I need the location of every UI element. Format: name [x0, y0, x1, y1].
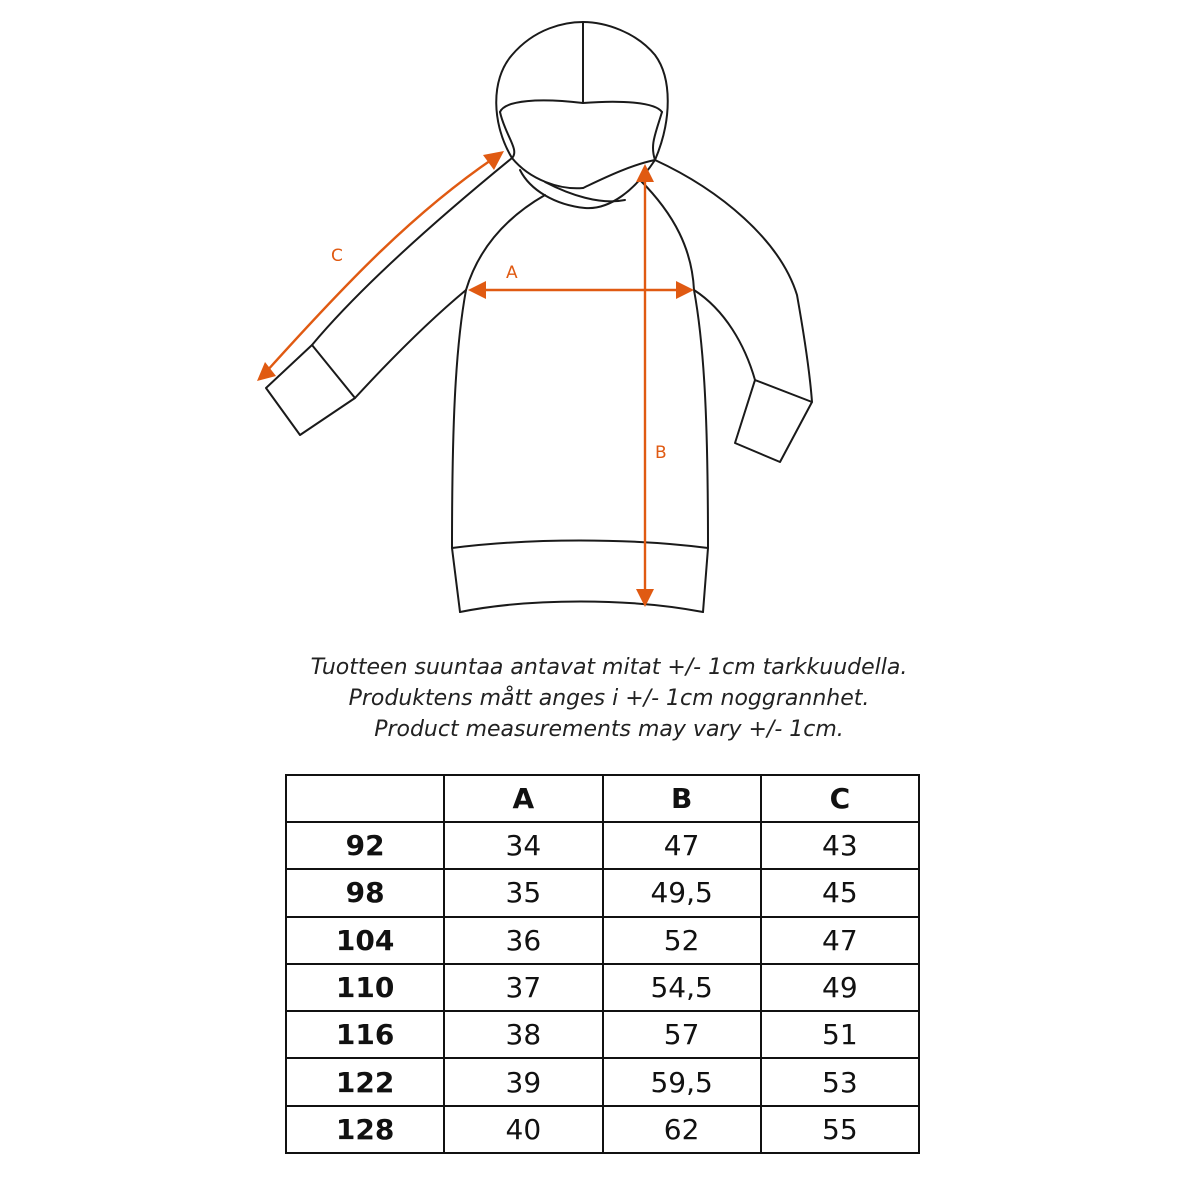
dimension-label-c: C [331, 246, 343, 266]
right-cuff [735, 380, 812, 462]
size-cell: 110 [286, 964, 444, 1011]
body-left-side [452, 290, 466, 612]
size-table [285, 774, 920, 1154]
size-table-header-row [286, 775, 919, 822]
b-cell: 57 [603, 1011, 761, 1058]
body-right-side [694, 290, 708, 612]
a-cell: 39 [444, 1058, 602, 1105]
c-cell: 49 [761, 964, 919, 1011]
b-cell: 52 [603, 917, 761, 964]
b-cell: 59,5 [603, 1058, 761, 1105]
hood-outer [496, 22, 668, 160]
table-row [286, 1011, 919, 1058]
b-cell: 62 [603, 1106, 761, 1153]
hem-line [452, 541, 708, 549]
b-cell: 47 [603, 822, 761, 869]
a-cell: 40 [444, 1106, 602, 1153]
hood-inner [500, 100, 662, 112]
dimension-a-arrowhead-right [676, 281, 694, 299]
a-cell: 36 [444, 917, 602, 964]
table-row [286, 964, 919, 1011]
note-english: Product measurements may vary +/- 1cm. [374, 717, 844, 742]
table-row [286, 1058, 919, 1105]
size-cell: 128 [286, 1106, 444, 1153]
dimension-a-arrowhead-left [468, 281, 486, 299]
c-cell: 51 [761, 1011, 919, 1058]
left-sleeve-bottom [355, 290, 466, 398]
header-size [286, 775, 444, 822]
raglan-right [640, 180, 694, 290]
hood-fold-left [500, 112, 583, 188]
c-cell: 53 [761, 1058, 919, 1105]
a-cell: 37 [444, 964, 602, 1011]
dimension-label-a: A [506, 263, 518, 283]
header-b: B [603, 775, 761, 822]
size-cell: 92 [286, 822, 444, 869]
c-cell: 45 [761, 869, 919, 916]
neck-cross-right [520, 160, 655, 208]
note-finnish: Tuotteen suuntaa antavat mitat +/- 1cm tarkkuudella. [310, 655, 908, 680]
size-cell: 104 [286, 917, 444, 964]
c-cell: 47 [761, 917, 919, 964]
table-row [286, 822, 919, 869]
b-cell: 49,5 [603, 869, 761, 916]
c-cell: 55 [761, 1106, 919, 1153]
a-cell: 35 [444, 869, 602, 916]
header-a: A [444, 775, 602, 822]
dimension-arrows [257, 151, 694, 607]
a-cell: 38 [444, 1011, 602, 1058]
table-row [286, 1106, 919, 1153]
measurement-notes [0, 652, 1200, 745]
body-bottom [460, 602, 703, 613]
right-sleeve-top [655, 160, 812, 402]
size-cell: 116 [286, 1011, 444, 1058]
table-row [286, 917, 919, 964]
table-row [286, 869, 919, 916]
dimension-label-b: B [655, 443, 667, 463]
b-cell: 54,5 [603, 964, 761, 1011]
a-cell: 34 [444, 822, 602, 869]
c-cell: 43 [761, 822, 919, 869]
hoodie-outline [266, 22, 812, 612]
size-cell: 98 [286, 869, 444, 916]
size-cell: 122 [286, 1058, 444, 1105]
header-c: C [761, 775, 919, 822]
note-swedish: Produktens mått anges i +/- 1cm noggrannhet. [348, 686, 870, 711]
